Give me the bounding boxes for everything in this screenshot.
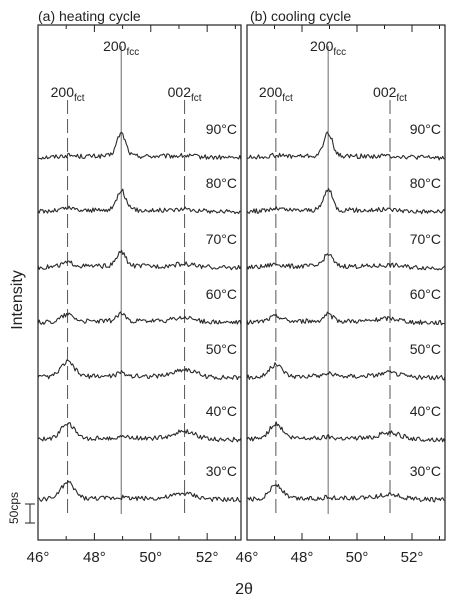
panel-b-title: (b) cooling cycle xyxy=(250,8,352,24)
trace-b-30c xyxy=(247,485,445,502)
temperature-label: 40°C xyxy=(205,403,237,419)
panel-a-title: (a) heating cycle xyxy=(38,8,141,24)
trace-a-50c xyxy=(38,360,241,379)
temperature-label: 30°C xyxy=(205,463,237,479)
peak-label-002-fct: $002_{fct}$ xyxy=(373,84,407,104)
panel-b-plot xyxy=(236,25,445,566)
peak-label-200-fcc: $200_{fcc}$ xyxy=(310,38,347,58)
peak-label-200-fcc: $200_{fcc}$ xyxy=(103,38,140,58)
trace-b-70c xyxy=(247,254,445,270)
scale-bar xyxy=(7,492,35,524)
peak-label-002-fct: $002_{fct}$ xyxy=(167,84,202,104)
temperature-label: 50°C xyxy=(409,341,441,357)
trace-b-60c xyxy=(247,312,445,325)
x-tick-label: 46° xyxy=(26,549,50,566)
x-tick-label: 46° xyxy=(235,549,259,566)
x-tick-label: 48° xyxy=(290,549,314,566)
trace-a-40c xyxy=(38,423,241,442)
temperature-label: 60°C xyxy=(409,286,441,302)
trace-a-30c xyxy=(38,481,241,502)
trace-a-80c xyxy=(38,189,241,214)
x-axis-label: 2θ xyxy=(235,581,253,598)
temperature-label: 30°C xyxy=(409,463,441,479)
trace-b-80c xyxy=(247,189,445,214)
trace-a-70c xyxy=(38,251,241,270)
temperature-label: 70°C xyxy=(205,231,237,247)
temperature-label: 60°C xyxy=(205,286,237,302)
panel-a-plot xyxy=(27,25,241,566)
temperature-label: 40°C xyxy=(409,403,441,419)
x-tick-label: 48° xyxy=(83,549,106,566)
scale-bar-label: 50cps xyxy=(7,491,21,524)
y-axis-label: Intensity xyxy=(9,270,26,330)
x-tick-label: 50° xyxy=(345,549,369,566)
temperature-label: 70°C xyxy=(409,231,441,247)
x-tick-label: 50° xyxy=(139,549,163,566)
trace-b-40c xyxy=(247,422,445,442)
x-tick-label: 52° xyxy=(400,549,424,566)
temperature-label: 90°C xyxy=(205,121,237,137)
trace-a-60c xyxy=(38,312,241,324)
temperature-label: 80°C xyxy=(205,175,237,191)
trace-b-50c xyxy=(247,363,445,380)
peak-label-200-fct: $200_{fct}$ xyxy=(50,84,85,104)
peak-label-200-fct: $200_{fct}$ xyxy=(258,84,293,104)
temperature-label: 80°C xyxy=(409,175,441,191)
temperature-label: 90°C xyxy=(409,121,441,137)
x-tick-label: 52° xyxy=(195,549,219,566)
temperature-label: 50°C xyxy=(205,341,237,357)
